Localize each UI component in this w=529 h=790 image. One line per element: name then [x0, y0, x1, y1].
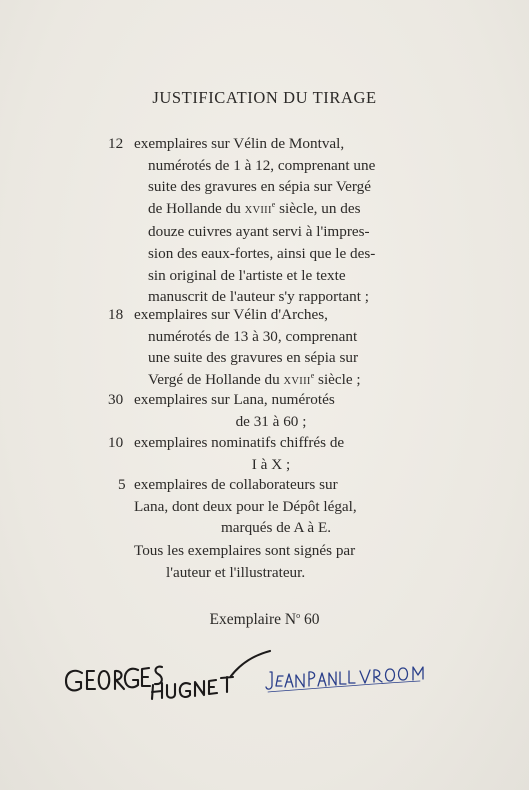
entry-line	[108, 198, 408, 222]
print-run-entry	[118, 474, 418, 539]
entry-line: manuscrit de l'auteur s'y rapportant ;	[148, 288, 369, 306]
print-run-entry	[108, 133, 408, 308]
entry-line: numérotés de 13 à 30, comprenant	[148, 327, 358, 345]
entry-line: exemplaires sur Lana, numérotés	[134, 391, 335, 408]
entry-line: numérotés de 1 à 12, comprenant une	[148, 156, 376, 174]
entry-count: 30	[108, 391, 124, 408]
entry-line: exemplaires sur Vélin d'Arches,	[134, 306, 328, 323]
century-numeral: XVIII	[244, 204, 272, 216]
entry-line: Lana, dont deux pour le Dépôt légal,	[134, 497, 357, 515]
entry-line: exemplaires sur Vélin de Montval,	[134, 135, 345, 152]
century-superscript: e	[310, 370, 315, 380]
illustrator-signature	[266, 667, 423, 692]
entry-line-tail: siècle ;	[314, 370, 361, 388]
entry-count: 12	[108, 135, 124, 152]
entry-line: marqués de A à E.	[220, 519, 332, 537]
copy-number-label: Exemplaire N	[209, 611, 297, 628]
entry-line: sion des eaux-fortes, ainsi que le des-	[148, 244, 376, 262]
notice-line: l'auteur et l'illustrateur.	[166, 563, 306, 581]
entry-line: I à X ;	[251, 455, 291, 473]
entry-line: douze cuivres ayant servi à l'impres-	[148, 223, 370, 241]
entry-line: suite des gravures en sépia sur Vergé	[148, 178, 371, 196]
century-numeral: XVIII	[283, 375, 311, 387]
signatures	[0, 640, 529, 720]
signature-notice	[120, 540, 420, 583]
entry-line-tail: siècle, un des	[275, 199, 361, 217]
entry-line-head: Vergé de Hollande du	[148, 370, 284, 388]
entry-line-head: de Hollande du	[148, 199, 245, 217]
notice-line: Tous les exemplaires sont signés par	[134, 542, 356, 559]
copy-number-superscript: o	[296, 611, 301, 620]
entry-line: de 31 à 60 ;	[235, 412, 307, 430]
entry-line: exemplaires de collaborateurs sur	[134, 476, 338, 493]
entry-count: 18	[108, 306, 124, 323]
print-run-entry	[108, 389, 408, 432]
entry-count: 10	[108, 434, 124, 451]
copy-number	[0, 611, 529, 629]
print-run-entry	[108, 304, 408, 392]
entry-line: exemplaires nominatifs chiffrés de	[134, 434, 345, 451]
entry-line: une suite des gravures en sépia sur	[148, 349, 359, 367]
print-run-entry	[108, 432, 408, 475]
copy-number-value: 60	[303, 611, 320, 628]
entry-line: sin original de l'artiste et le texte	[148, 266, 346, 284]
entry-count: 5	[118, 476, 126, 493]
author-signature	[66, 651, 270, 699]
century-superscript: e	[271, 199, 276, 209]
page-title: JUSTIFICATION DU TIRAGE	[152, 88, 377, 107]
